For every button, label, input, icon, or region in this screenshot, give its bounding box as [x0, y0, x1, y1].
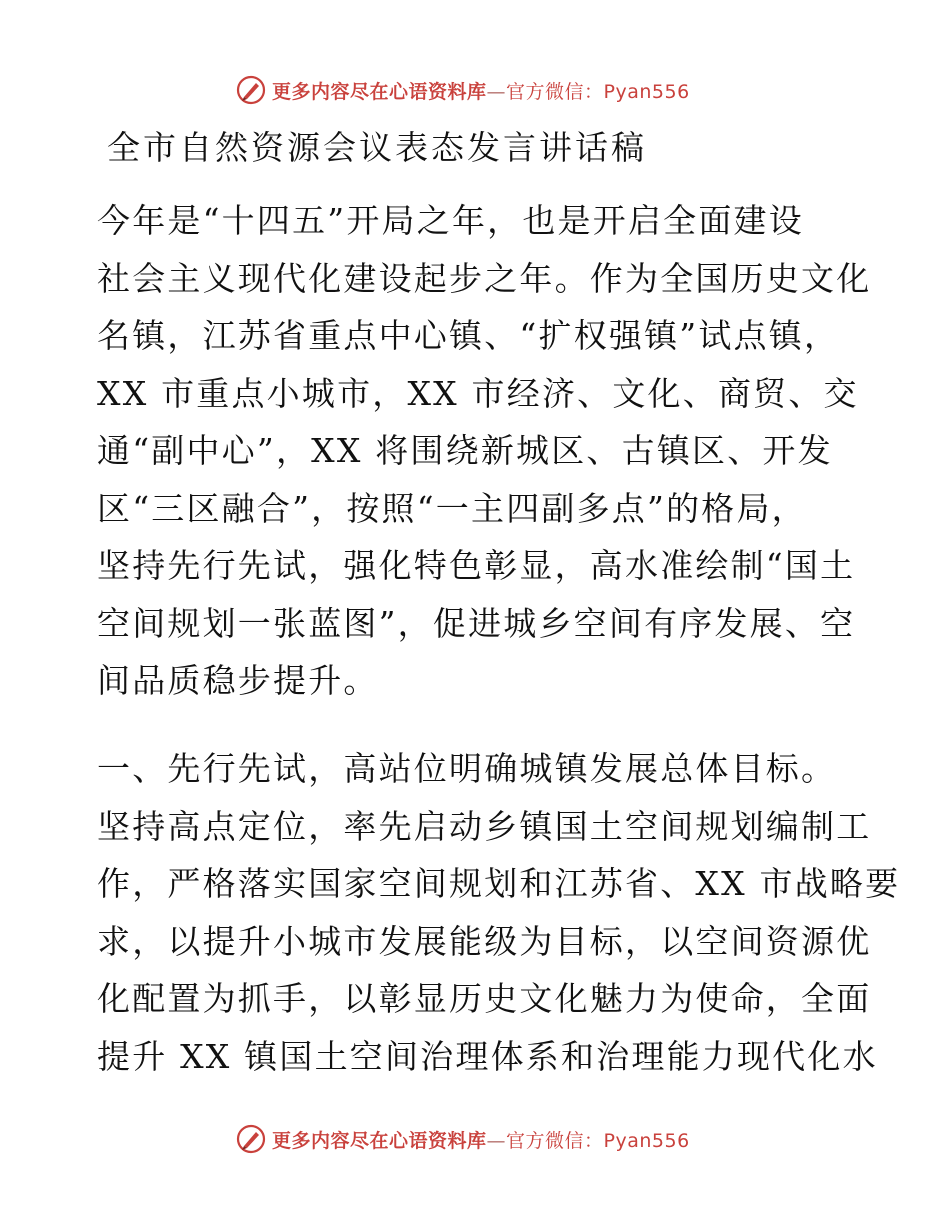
paragraph-line: 今年是“十四五”开局之年，也是开启全面建设 — [97, 201, 804, 240]
watermark-main-text: 更多内容尽在心语资料库 — [272, 1129, 487, 1152]
watermark-dash: — — [486, 80, 507, 103]
watermark-wechat-text: 官方微信：Pyan556 — [506, 1129, 690, 1152]
paragraph-line: 化配置为抓手，以彰显历史文化魅力为使命，全面 — [97, 979, 872, 1018]
document-title: 全市自然资源会议表态发言讲话稿 — [107, 128, 647, 167]
watermark-wechat-text: 官方微信：Pyan556 — [506, 80, 690, 103]
paragraph-2 — [97, 740, 901, 1085]
footer-watermark — [236, 1122, 690, 1156]
paragraph-line: 作，严格落实国家空间规划和江苏省、XX 市战略要 — [97, 864, 901, 903]
section-heading-line: 一、先行先试，高站位明确城镇发展总体目标。 — [97, 749, 837, 788]
paragraph-line: 通“副中心”，XX 将围绕新城区、古镇区、开发 — [97, 431, 833, 470]
header-watermark — [236, 73, 690, 107]
watermark-text — [272, 77, 690, 104]
paragraph-line: 求，以提升小城市发展能级为目标，以空间资源优 — [97, 921, 872, 961]
paragraph-line: 社会主义现代化建设起步之年。作为全国历史文化 — [97, 258, 872, 298]
paragraph-line: 空间规划一张蓝图”，促进城乡空间有序发展、空 — [97, 603, 856, 643]
paragraph-line: 提升 XX 镇国土空间治理体系和治理能力现代化水 — [97, 1036, 878, 1076]
paragraph-line: 间品质稳步提升。 — [97, 661, 379, 700]
paragraph-line: 坚持高点定位，率先启动乡镇国土空间规划编制工 — [97, 806, 872, 846]
paragraph-1 — [97, 192, 872, 710]
pen-circle-logo-icon — [236, 1124, 266, 1154]
paragraph-line: 区“三区融合”，按照“一主四副多点”的格局， — [97, 488, 807, 528]
watermark-main-text: 更多内容尽在心语资料库 — [272, 80, 487, 103]
watermark-dash: — — [486, 1129, 507, 1152]
paragraph-line: XX 市重点小城市，XX 市经济、文化、商贸、交 — [97, 373, 859, 413]
paragraph-line: 名镇，江苏省重点中心镇、“扩权强镇”试点镇， — [97, 316, 840, 355]
watermark-text — [272, 1126, 690, 1153]
pen-circle-logo-icon — [236, 75, 266, 105]
paragraph-line: 坚持先行先试，强化特色彰显，高水准绘制“国土 — [97, 546, 856, 585]
